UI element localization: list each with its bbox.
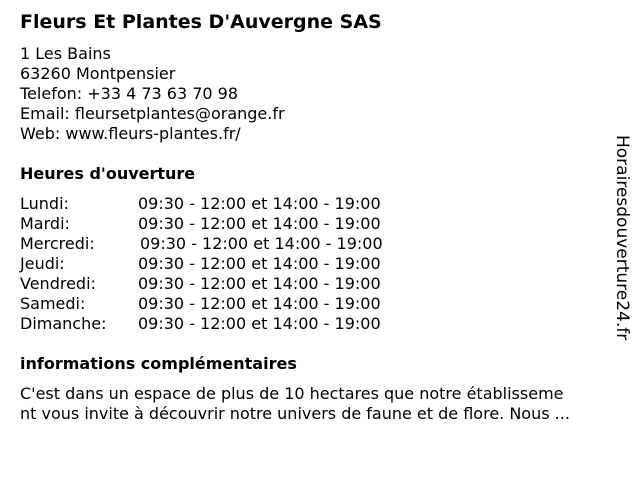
info-line: nt vous invite à découvrir notre univers de faune et de flore. Nous ... [20, 404, 570, 423]
time-range: 09:30 - 12:00 et 14:00 - 19:00 [138, 274, 381, 293]
day-label: Dimanche: [20, 314, 107, 333]
time-range: 09:30 - 12:00 et 14:00 - 19:00 [138, 194, 381, 213]
site-watermark: Horairesdouverture24.fr [612, 135, 632, 341]
time-range: 09:30 - 12:00 et 14:00 - 19:00 [138, 214, 381, 233]
day-label: Mardi: [20, 214, 70, 233]
day-label: Vendredi: [20, 274, 96, 293]
day-label: Samedi: [20, 294, 86, 313]
time-range: 09:30 - 12:00 et 14:00 - 19:00 [140, 234, 383, 253]
email-line: Email: fleursetplantes@orange.fr [20, 104, 285, 123]
day-label: Lundi: [20, 194, 69, 213]
day-label: Mercredi: [20, 234, 95, 253]
web-line: Web: www.fleurs-plantes.fr/ [20, 124, 241, 143]
address-city: 63260 Montpensier [20, 64, 176, 83]
info-line: C'est dans un espace de plus de 10 hectares que notre établisseme [20, 384, 564, 403]
hours-heading: Heures d'ouverture [20, 164, 196, 183]
time-range: 09:30 - 12:00 et 14:00 - 19:00 [138, 314, 381, 333]
info-heading: informations complémentaires [20, 354, 297, 373]
info-description [20, 384, 620, 424]
time-range: 09:30 - 12:00 et 14:00 - 19:00 [138, 294, 381, 313]
business-name: Fleurs Et Plantes D'Auvergne SAS [20, 11, 382, 33]
address-street: 1 Les Bains [20, 44, 111, 63]
phone-line: Telefon: +33 4 73 63 70 98 [20, 84, 239, 103]
contact-block [20, 44, 285, 144]
time-range: 09:30 - 12:00 et 14:00 - 19:00 [138, 254, 381, 273]
day-label: Jeudi: [20, 254, 65, 273]
